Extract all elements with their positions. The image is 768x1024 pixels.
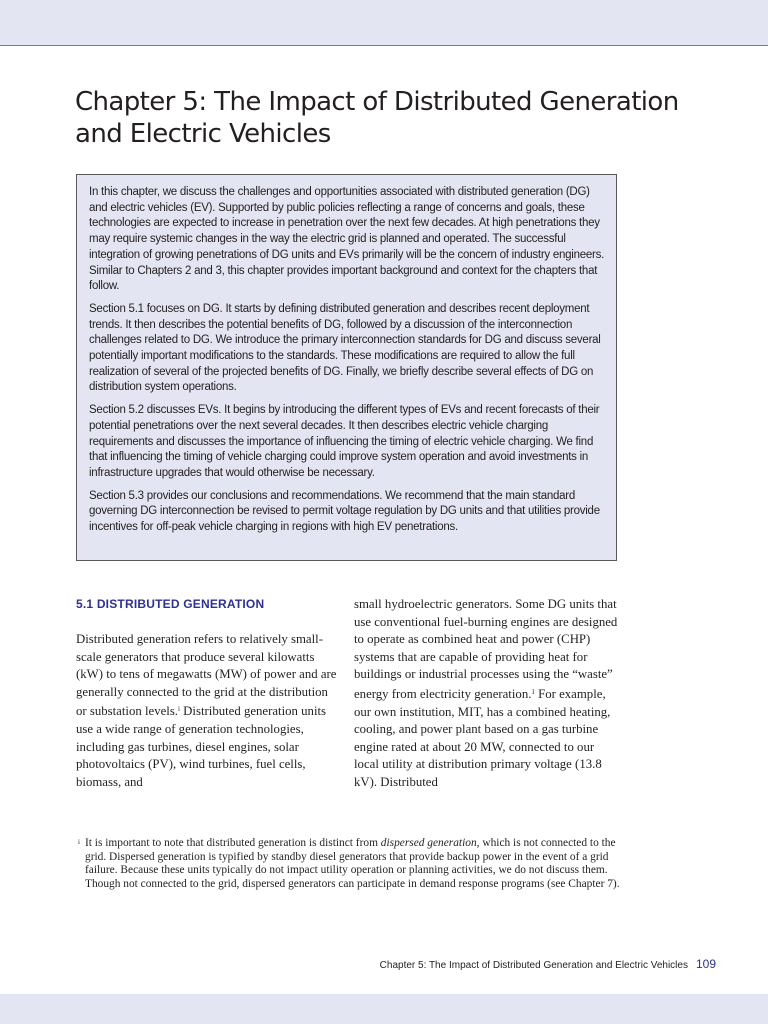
summary-paragraph: Section 5.3 provides our conclusions and recommendations. We recommend that the main standard governing DG interconnection be revised to permit voltage regulation by DG units and that utilities provide incentives for off-peak vehicle charging in regions with high EV penetrations. [89, 489, 600, 534]
summary-paragraph: Section 5.1 focuses on DG. It starts by defining distributed generation and describes recent deployment trends. It then describes the potential benefits of DG, followed by a discussion of the interconnection challenges related to DG. We introduce the primary interconnection standards for DG and discuss several potentially important modifications to the standards. These modifications are required to allow the full realization of several of the projected benefits of DG. Finally, we briefly describe several effects of DG on distribution system operations. [89, 302, 601, 394]
body-text: small hydroelectric generators. Some DG units that use conventional fuel-burning engines are designed to operate as combined heat and power (CHP) systems that are capable of providing heat for buildings or industrial processes using the “waste” energy from electricity generation. [354, 597, 618, 701]
top-band [0, 0, 768, 46]
body-text: Distributed generation refers to relatively small-scale generators that produce several kilowatts (kW) to tens of megawatts (MW) of power and are generally connected to the grid at the distribution or substation levels. [76, 632, 337, 719]
body-paragraph [76, 631, 338, 791]
footnote [78, 837, 623, 892]
body-column-right [354, 596, 618, 792]
running-footer [380, 957, 716, 971]
chapter-title: Chapter 5: The Impact of Distributed Generation and Electric Vehicles [75, 87, 679, 149]
body-column-left [76, 631, 338, 791]
page-number: 109 [695, 957, 716, 971]
chapter-summary-box [76, 174, 617, 561]
section-heading: 5.1 DISTRIBUTED GENERATION [76, 597, 265, 611]
footnote-text [85, 837, 623, 892]
footnote-marker: i [78, 838, 80, 846]
body-text: For example, our own institution, MIT, has a combined heating, cooling, and power plant based on a gas turbine engine rated at about 20 MW, connected to our local utility at distribution primary voltage (13.8 kV). Distributed [354, 686, 611, 789]
footnote-reference[interactable]: 1 [531, 687, 535, 696]
running-title: Chapter 5: The Impact of Distributed Generation and Electric Vehicles [379, 960, 688, 971]
footnote-text-part: , which is not connected to the grid. Dispersed generation is typified by standby diesel generators that provide backup power in the event of a grid failure. Because these units typically do not impact utility operation or planning activities, we do not discuss them. Though not connected to the grid, dispersed generators can participate in demand response programs (see Chapter 7). [85, 837, 620, 891]
footnote-emphasis: dispersed generation [380, 837, 477, 849]
summary-paragraph: Section 5.2 discusses EVs. It begins by introducing the different types of EVs and recent forecasts of their potential penetrations over the next several decades. It then describes electric vehicle charging requirements and discusses the importance of influencing the timing of electric vehicle charging. We find that influencing the timing of vehicle charging could improve system operation and avoid investments in infrastructure upgrades that would otherwise be necessary. [89, 404, 600, 479]
summary-paragraph: In this chapter, we discuss the challenges and opportunities associated with distributed generation (DG) and electric vehicles (EV). Supported by public policies reflecting a range of concerns and goals, these technologies are expected to increase in penetration over the next few decades. At high penetrations they may require systemic changes in the way the electric grid is planned and operated. The successful integration of growing penetrations of DG units and EVs primarily will be the concern of industry engineers. Similar to Chapters 2 and 3, this chapter provides important background and context for the chapters that follow. [89, 186, 605, 293]
bottom-band [0, 994, 768, 1024]
footnote-text-part: It is important to note that distributed generation is distinct from [85, 837, 381, 849]
footnote-reference[interactable]: i [178, 705, 180, 714]
body-paragraph [354, 596, 618, 792]
body-text: Distributed generation units use a wide range of generation technologies, including gas turbines, diesel engines, solar photovoltaics (PV), wind turbines, fuel cells, biomass, and [76, 704, 327, 789]
